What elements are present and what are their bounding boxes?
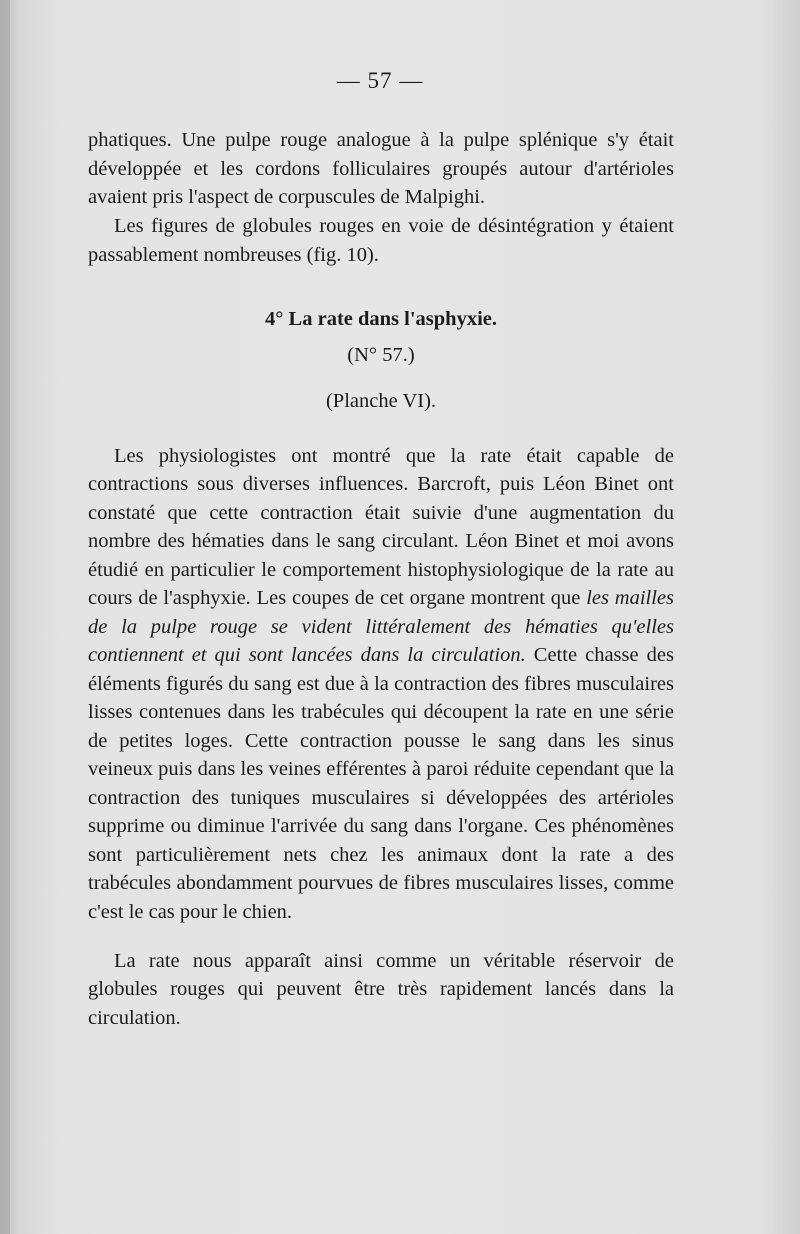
intro-paragraph-1: phatiques. Une pulpe rouge analogue à la pulpe splénique s'y était développée et les cordons folliculaires groupés autour d'artérioles avaient pris l'aspect de corpuscules de Malpighi. — [88, 129, 674, 209]
section-number: (N° 57.) — [347, 343, 415, 366]
page-number: — 57 — — [336, 68, 424, 93]
body-text-start: Les physiologistes ont montré que la rate était capable de contractions sous diverses influences. Barcroft, puis Léon Binet ont constaté que cette contraction était suivie d'une augmentation du nombre des hématies dans le sang circulant. Léon Binet et moi avons étudié en particulier le comportement histophysiologique de la rate au cours de l'asphyxie. Les coupes de cet organe montrent que — [88, 444, 674, 610]
intro-paragraph-2: Les figures de globules rouges en voie de désintégration y étaient passablement nombreuses (fig. 10). — [88, 215, 674, 266]
section-plate: (Planche VI). — [325, 389, 437, 412]
section-title: 4° La rate dans l'asphyxie. — [264, 307, 498, 330]
body-emphasis: les mailles de la pulpe rouge se vident littéralement des hématies qu'elles contiennent et qui sont lancées dans la circulation. — [88, 587, 675, 667]
body-text-end: Cette chasse des éléments figurés du sang est due à la contraction des fibres musculaires lisses contenues dans les trabécules qui découpent la rate en une série de petites loges. Cette contraction pousse le sang dans les sinus veineux puis dans les veines efférentes à paroi réduite cependant que la contraction des tuniques musculaires si développées des artérioles supprime ou diminue l'arrivée du sang dans l'organe. Ces phénomènes sont particulièrement nets chez les animaux dont la rate a des trabécules abondamment pourvues de fibres musculaires lisses, comme c'est le cas pour le chien. — [88, 644, 675, 923]
conclusion-paragraph: La rate nous apparaît ainsi comme un véritable réservoir de globules rouges qui peuvent être très rapidement lancés dans la circulation. — [88, 949, 674, 1029]
page-content — [88, 126, 674, 1053]
page-edge-shadow — [0, 0, 10, 1234]
body-paragraph — [88, 442, 674, 927]
